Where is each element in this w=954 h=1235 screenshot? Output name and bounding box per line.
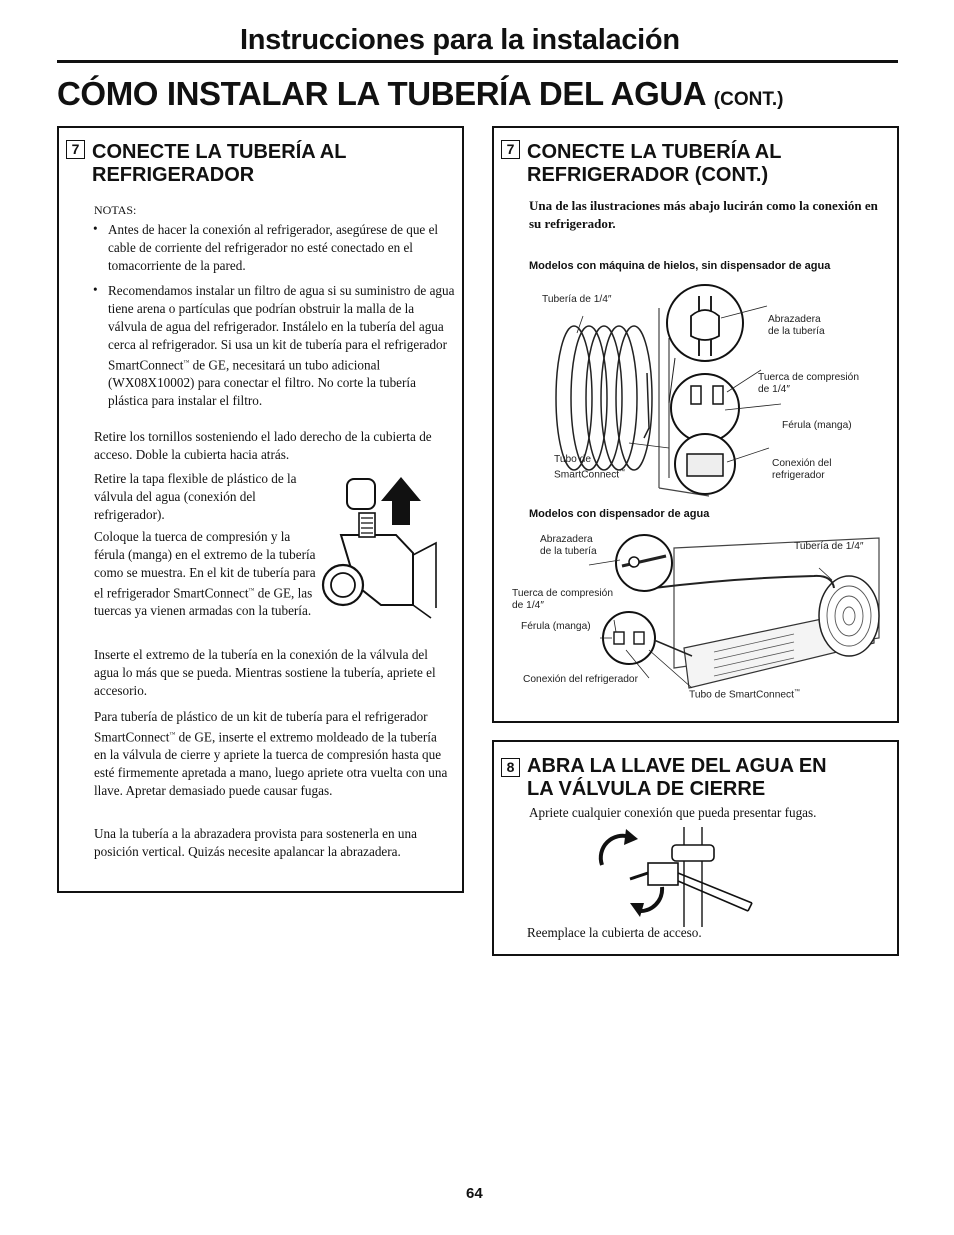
label-compression-nut-2-line1: Tuerca de compresión [512,588,613,599]
label-clamp-line1: Abrazadera [768,314,821,325]
intro-paragraph: Una de las ilustraciones más abajo lucirán como la conexión en su refrigerador. [529,198,878,231]
label-compression-nut-2-line2: de 1/4″ [512,600,544,611]
shutoff-valve-illustration [602,827,772,927]
pipe-clamp [691,310,719,340]
step-heading-line2: REFRIGERADOR (CONT.) [527,164,769,186]
paragraph-plastic-tubing-a: Para tubería de plástico de un kit de tubería para el refrigerador SmartConnect [94,709,428,745]
step-7-cont-box [492,126,899,723]
paragraph-insert-tube: Inserte el extremo de la tubería en la conexión de la válvula del agua lo más que se pueda. Mientras sostiene la tubería, apriete el accesorio. [94,647,436,698]
compression-nut [713,386,723,404]
leader-line [629,443,669,448]
label-refrigerator-connection [772,458,831,482]
step-heading-line1: CONECTE LA TUBERÍA AL [527,141,782,163]
condenser-fan [819,576,879,656]
trademark-symbol: ™ [183,360,190,366]
valve-handle [630,873,648,879]
paragraph-replace-cover: Reemplace la cubierta de acceso. [527,925,702,940]
valve-solenoid [323,565,363,605]
section-title-suffix: (CONT.) [713,89,784,110]
step-heading [92,141,346,187]
label-compression-nut-line1: Tuerca de compresión [758,372,859,383]
label-clamp [768,314,825,338]
label-clamp-2 [540,534,597,558]
label-smartconnect-tube-2-text: Tubo de SmartConnect [689,689,794,701]
label-smartconnect-tube-line2: SmartConnect [554,469,620,481]
paragraph-plastic-tubing [94,708,449,800]
note-bullet-1: Antes de hacer la conexión al refrigerador, asegúrese de que el cable de corriente del refrigerador no esté conectado en el tomacorriente de la pared. [108,222,439,273]
step-heading [527,755,827,801]
paragraph-remove-cap: Retire la tapa flexible de plástico de la válvula del agua (conexión del refrigerador). [94,471,297,522]
label-compression-nut-2 [512,588,613,612]
detail-circle-nut [671,374,739,442]
label-refrigerator-connection-line2: refrigerador [772,470,825,481]
figure-2-caption: Modelos con dispensador de agua [529,508,710,520]
refrigerator-valve [687,454,723,476]
compression-nut [614,632,624,644]
label-refrigerator-connection-2: Conexión del refrigerador [523,674,638,685]
trademark-symbol: ™ [169,732,176,738]
step-number: 8 [501,758,520,777]
paragraph-remove-screws: Retire los tornillos sosteniendo el lado derecho de la cubierta de acceso. Doble la cubierta hacia atrás. [94,429,432,462]
up-arrow-icon [381,477,421,525]
step-heading [527,141,781,187]
pipe-clamp [629,557,639,567]
paragraph-place-nut-b: de GE, las tuercas ya vienen armadas con la tubería. [94,585,313,619]
step-heading-line2: LA VÁLVULA DE CIERRE [527,778,766,800]
step-8-box [492,740,899,956]
paragraph-place-nut-a: Coloque la tuerca de compresión y la férula (manga) en el extremo de la tubería como se muestra. En el kit de tubería para el refrigerador SmartConnect [94,529,316,601]
trademark-symbol: ™ [248,588,255,594]
step-number: 7 [501,140,520,159]
plastic-cap [347,479,375,509]
valve-body [648,863,678,885]
paragraph-tighten-leaks: Apriete cualquier conexión que pueda presentar fugas. [529,805,817,820]
trademark-symbol: ™ [619,469,626,475]
trademark-symbol: ™ [793,689,800,695]
arrow-head [630,903,644,917]
saddle-clamp [672,845,714,861]
step-number: 7 [66,140,85,159]
section-title [57,75,783,113]
tubing-coil [556,326,652,470]
arrow-head [624,829,638,845]
label-smartconnect-tube [554,454,625,481]
compression-nut [691,386,701,404]
notes-label: NOTAS: [94,203,137,217]
bullet-marker: • [93,221,98,236]
paragraph-place-nut [94,528,316,620]
paragraph-attach-clamp: Una la tubería a la abrazadera provista para sostenerla en una posición vertical. Quizás necesite apalancar la abrazadera. [94,826,417,859]
step-heading-line2: REFRIGERADOR [92,164,255,186]
label-refrigerator-connection-line1: Conexión del [772,458,832,469]
section-title-text: CÓMO INSTALAR LA TUBERÍA DEL AGUA [57,75,705,112]
header-rule [57,60,898,63]
label-clamp-line2: de la tubería [768,326,825,337]
label-ferrule: Férula (manga) [782,420,852,431]
detail-circle-clamp [616,535,672,591]
note-bullet-2 [108,282,456,410]
step-heading-line1: ABRA LA LLAVE DEL AGUA EN [527,755,827,777]
step-heading-line1: CONECTE LA TUBERÍA AL [92,141,347,163]
label-tubing: Tubería de 1/4″ [542,294,612,305]
label-smartconnect-tube-2 [689,686,800,701]
note-bullet-2-text-a: Recomendamos instalar un filtro de agua si su suministro de agua tiene arena o partículas que podrían obstruir la malla de la válvula de agua del refrigerador. Instálelo en la tubería del agua cerca al refrigerador. Si usa un kit de tubería para el refrigerador SmartConnect [108,283,455,373]
bullet-marker: • [93,282,98,297]
leader-line [727,370,761,392]
page-header-title: Instrucciones para la instalación [240,24,680,56]
copper-tubing [678,873,752,911]
figure-1-caption: Modelos con máquina de hielos, sin dispensador de agua [529,260,831,272]
label-clamp-2-line2: de la tubería [540,546,597,557]
note-bullet-2-text-b: de GE, necesitará un tubo adicional (WX08X10002) para conectar el filtro. No corte la tubería plástica para instalar el filtro. [108,357,416,409]
refrigerator-bracket [413,543,436,618]
ferrule [634,632,644,644]
label-ferrule-2: Férula (manga) [521,621,591,632]
water-tubing [654,576,834,588]
label-compression-nut-line2: de 1/4″ [758,384,790,395]
step-7-box [57,126,464,893]
label-clamp-2-line1: Abrazadera [540,534,593,545]
valve-cap-illustration [321,473,446,623]
paragraph-plastic-tubing-b: de GE, inserte el extremo moldeado de la tubería en la válvula de cierre y apriete la tuerca de compresión hasta que esté firmemente apretada a mano, luego apriete otra vuelta con una llave. Apretar demasiado puede causar fugas. [94,729,448,799]
label-tubing-2: Tubería de 1/4″ [794,541,864,552]
label-smartconnect-tube-line1: Tubo de [554,454,592,465]
label-compression-nut [758,372,859,396]
tubing-end [748,903,752,911]
page-number: 64 [466,1185,483,1202]
